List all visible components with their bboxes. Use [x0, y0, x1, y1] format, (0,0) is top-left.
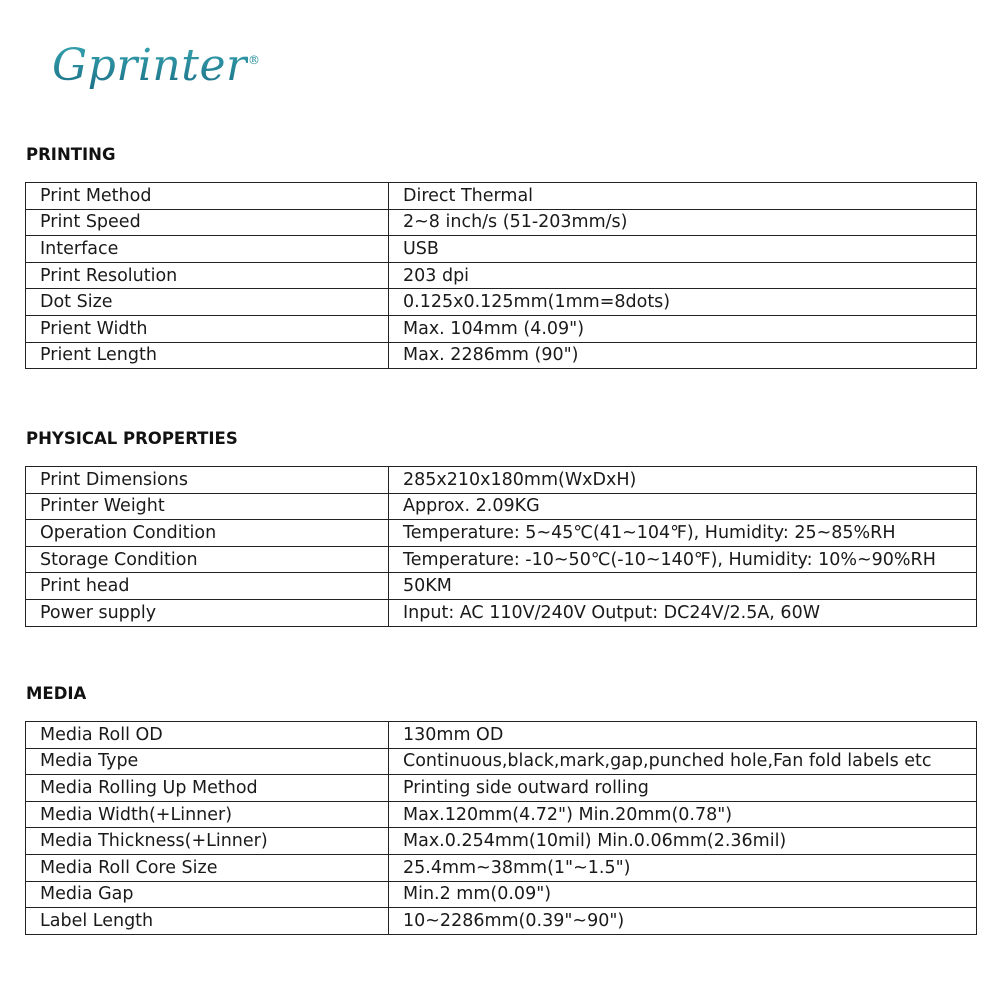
- spec-label: Storage Condition: [26, 546, 389, 573]
- spec-label: Media Type: [26, 748, 389, 775]
- spec-label: Print head: [26, 573, 389, 600]
- table-row: [26, 493, 977, 520]
- spec-value: 50KM: [389, 573, 977, 600]
- spec-label: Dot Size: [26, 289, 389, 316]
- spec-label: Media Roll Core Size: [26, 854, 389, 881]
- table-row: [26, 315, 977, 342]
- spec-label: Print Method: [26, 183, 389, 210]
- spec-value: USB: [389, 236, 977, 263]
- table-row: [26, 209, 977, 236]
- spec-value: Direct Thermal: [389, 183, 977, 210]
- printing-spec-table: [25, 182, 977, 369]
- spec-value: Temperature: 5~45℃(41~104℉), Humidity: 25~85%RH: [389, 520, 977, 547]
- spec-value: 0.125x0.125mm(1mm=8dots): [389, 289, 977, 316]
- table-row: [26, 854, 977, 881]
- table-row: [26, 183, 977, 210]
- media-spec-table: [25, 721, 977, 935]
- spec-label: Print Resolution: [26, 262, 389, 289]
- spec-label: Media Roll OD: [26, 722, 389, 749]
- spec-value: Max.120mm(4.72") Min.20mm(0.78"): [389, 801, 977, 828]
- spec-value: 203 dpi: [389, 262, 977, 289]
- table-row: [26, 599, 977, 626]
- logo-text: Gprinter: [52, 40, 248, 91]
- spec-value: Min.2 mm(0.09"): [389, 881, 977, 908]
- spec-value: Max. 2286mm (90"): [389, 342, 977, 369]
- table-row: [26, 908, 977, 935]
- spec-value: Temperature: -10~50℃(-10~140℉), Humidity: 10%~90%RH: [389, 546, 977, 573]
- spec-label: Printer Weight: [26, 493, 389, 520]
- spec-value: Max. 104mm (4.09"): [389, 315, 977, 342]
- spec-value: 130mm OD: [389, 722, 977, 749]
- registered-mark: ®: [248, 53, 261, 67]
- table-row: [26, 775, 977, 802]
- spec-label: Media Thickness(+Linner): [26, 828, 389, 855]
- spec-label: Label Length: [26, 908, 389, 935]
- table-row: [26, 881, 977, 908]
- spec-label: Print Speed: [26, 209, 389, 236]
- spec-value: 2~8 inch/s (51-203mm/s): [389, 209, 977, 236]
- table-row: [26, 342, 977, 369]
- table-row: [26, 467, 977, 494]
- table-row: [26, 289, 977, 316]
- table-row: [26, 262, 977, 289]
- spec-value: Printing side outward rolling: [389, 775, 977, 802]
- spec-label: Prient Length: [26, 342, 389, 369]
- table-row: [26, 520, 977, 547]
- spec-label: Print Dimensions: [26, 467, 389, 494]
- table-row: [26, 748, 977, 775]
- spec-value: Max.0.254mm(10mil) Min.0.06mm(2.36mil): [389, 828, 977, 855]
- section-title-physical-properties: PHYSICAL PROPERTIES: [26, 429, 238, 448]
- section-title-media: MEDIA: [26, 684, 87, 703]
- spec-label: Media Rolling Up Method: [26, 775, 389, 802]
- spec-label: Interface: [26, 236, 389, 263]
- gprinter-logo: [52, 40, 261, 91]
- table-row: [26, 722, 977, 749]
- spec-value: Approx. 2.09KG: [389, 493, 977, 520]
- spec-label: Power supply: [26, 599, 389, 626]
- table-row: [26, 546, 977, 573]
- table-row: [26, 236, 977, 263]
- spec-value: Continuous,black,mark,gap,punched hole,Fan fold labels etc: [389, 748, 977, 775]
- spec-label: Operation Condition: [26, 520, 389, 547]
- table-row: [26, 573, 977, 600]
- spec-label: Prient Width: [26, 315, 389, 342]
- physical-properties-spec-table: [25, 466, 977, 627]
- table-row: [26, 801, 977, 828]
- table-row: [26, 828, 977, 855]
- spec-value: 285x210x180mm(WxDxH): [389, 467, 977, 494]
- section-title-printing: PRINTING: [26, 145, 116, 164]
- spec-label: Media Width(+Linner): [26, 801, 389, 828]
- spec-value: 10~2286mm(0.39"~90"): [389, 908, 977, 935]
- spec-value: Input: AC 110V/240V Output: DC24V/2.5A, 60W: [389, 599, 977, 626]
- spec-label: Media Gap: [26, 881, 389, 908]
- spec-value: 25.4mm~38mm(1"~1.5"): [389, 854, 977, 881]
